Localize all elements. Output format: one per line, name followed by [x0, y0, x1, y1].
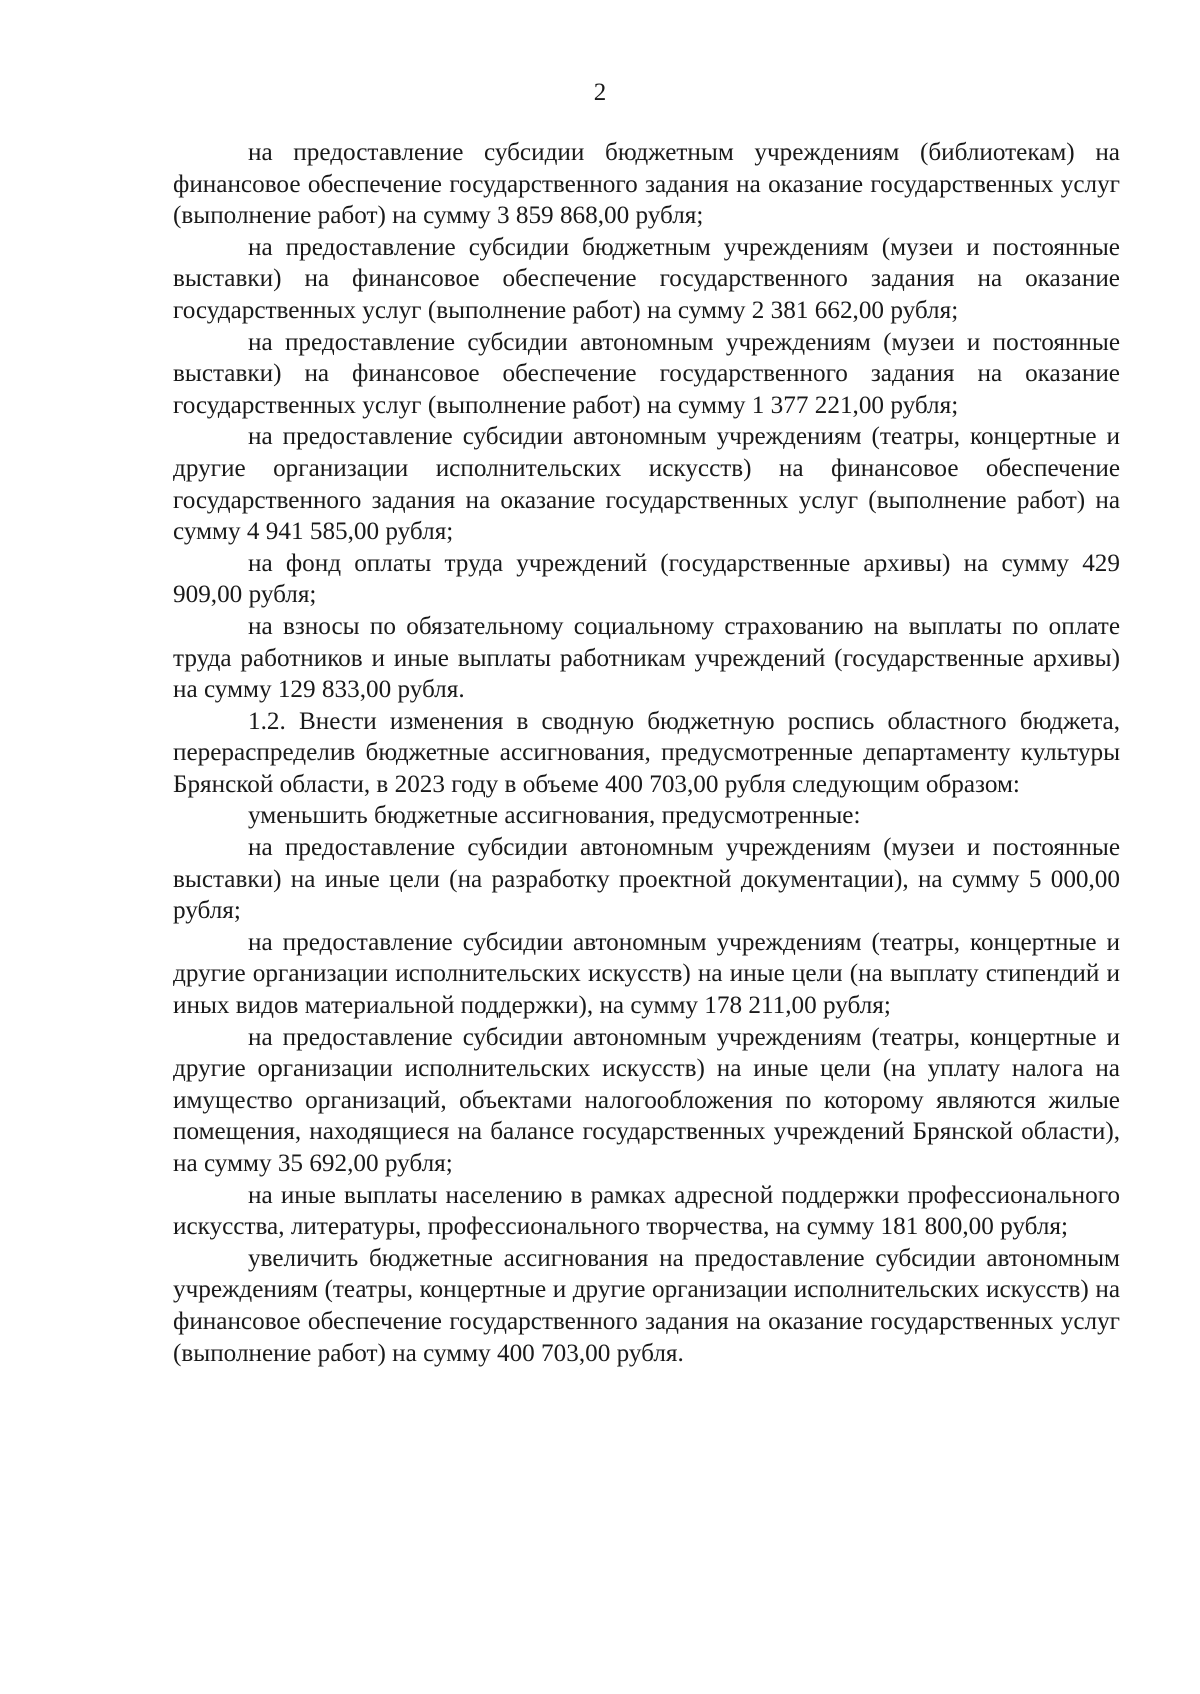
page-number: 2: [593, 79, 607, 106]
paragraph-museum-autonomous-subsidy: на предоставление субсидии автономным учреждениям (музеи и постоянные выставки) на финансовое обеспечение государственного задания на оказание государственных услуг (выполнение работ) на сумму 1 377 221,00 рубля;: [173, 328, 1120, 419]
paragraph-archive-wage-fund: на фонд оплаты труда учреждений (государственные архивы) на сумму 429 909,00 рубля;: [173, 549, 1120, 609]
paragraph-increase-theatre-subsidy: увеличить бюджетные ассигнования на предоставление субсидии автономным учреждениям (театры, концертные и другие организации исполнительских искусств) на финансовое обеспечение государственного задания на оказание государственных услуг (выполнение работ) на сумму 400 703,00 рубля.: [173, 1244, 1120, 1367]
paragraph-decrease-property-tax: на предоставление субсидии автономным учреждениям (театры, концертные и другие организации исполнительских искусств) на иные цели (на уплату налога на имущество организаций, объектами налогообложения по которому являются жилые помещения, находящиеся на балансе государственных учреждений Брянской области), на сумму 35 692,00 рубля;: [173, 1023, 1120, 1177]
paragraph-museum-budget-subsidy: на предоставление субсидии бюджетным учреждениям (музеи и постоянные выставки) на финансовое обеспечение государственного задания на оказание государственных услуг (выполнение работ) на сумму 2 381 662,00 рубля;: [173, 233, 1120, 324]
paragraph-decrease-stipends: на предоставление субсидии автономным учреждениям (театры, концертные и другие организации исполнительских искусств) на иные цели (на выплату стипендий и иных видов материальной поддержки), на сумму 178 211,00 рубля;: [173, 928, 1120, 1020]
paragraph-decrease-heading: уменьшить бюджетные ассигнования, предусмотренные:: [248, 802, 861, 830]
document-body: [173, 137, 1120, 1369]
paragraph-decrease-population-payments: на иные выплаты населению в рамках адресной поддержки профессионального искусства, литературы, профессионального творчества, на сумму 181 800,00 рубля;: [173, 1181, 1120, 1241]
paragraph-clause-1-2: 1.2. Внести изменения в сводную бюджетную роспись областного бюджета, перераспределив бюджетные ассигнования, предусмотренные департаменту культуры Брянской области, в 2023 году в объеме 400 703,00 рубля следующим образом:: [173, 707, 1120, 798]
paragraph-decrease-museum-design: на предоставление субсидии автономным учреждениям (музеи и постоянные выставки) на иные цели (на разработку проектной документации), на сумму 5 000,00 рубля;: [173, 834, 1120, 925]
paragraph-theatre-subsidy: на предоставление субсидии автономным учреждениям (театры, концертные и другие организации исполнительских искусств) на финансовое обеспечение государственного задания на оказание государственных услуг (выполнение работ) на сумму 4 941 585,00 рубля;: [173, 423, 1120, 546]
paragraph-library-subsidy: на предоставление субсидии бюджетным учреждениям (библиотекам) на финансовое обеспечение государственного задания на оказание государственных услуг (выполнение работ) на сумму 3 859 868,00 рубля;: [173, 139, 1120, 230]
paragraph-archive-insurance: на взносы по обязательному социальному страхованию на выплаты по оплате труда работников и иные выплаты работникам учреждений (государственные архивы) на сумму 129 833,00 рубля.: [173, 612, 1120, 704]
